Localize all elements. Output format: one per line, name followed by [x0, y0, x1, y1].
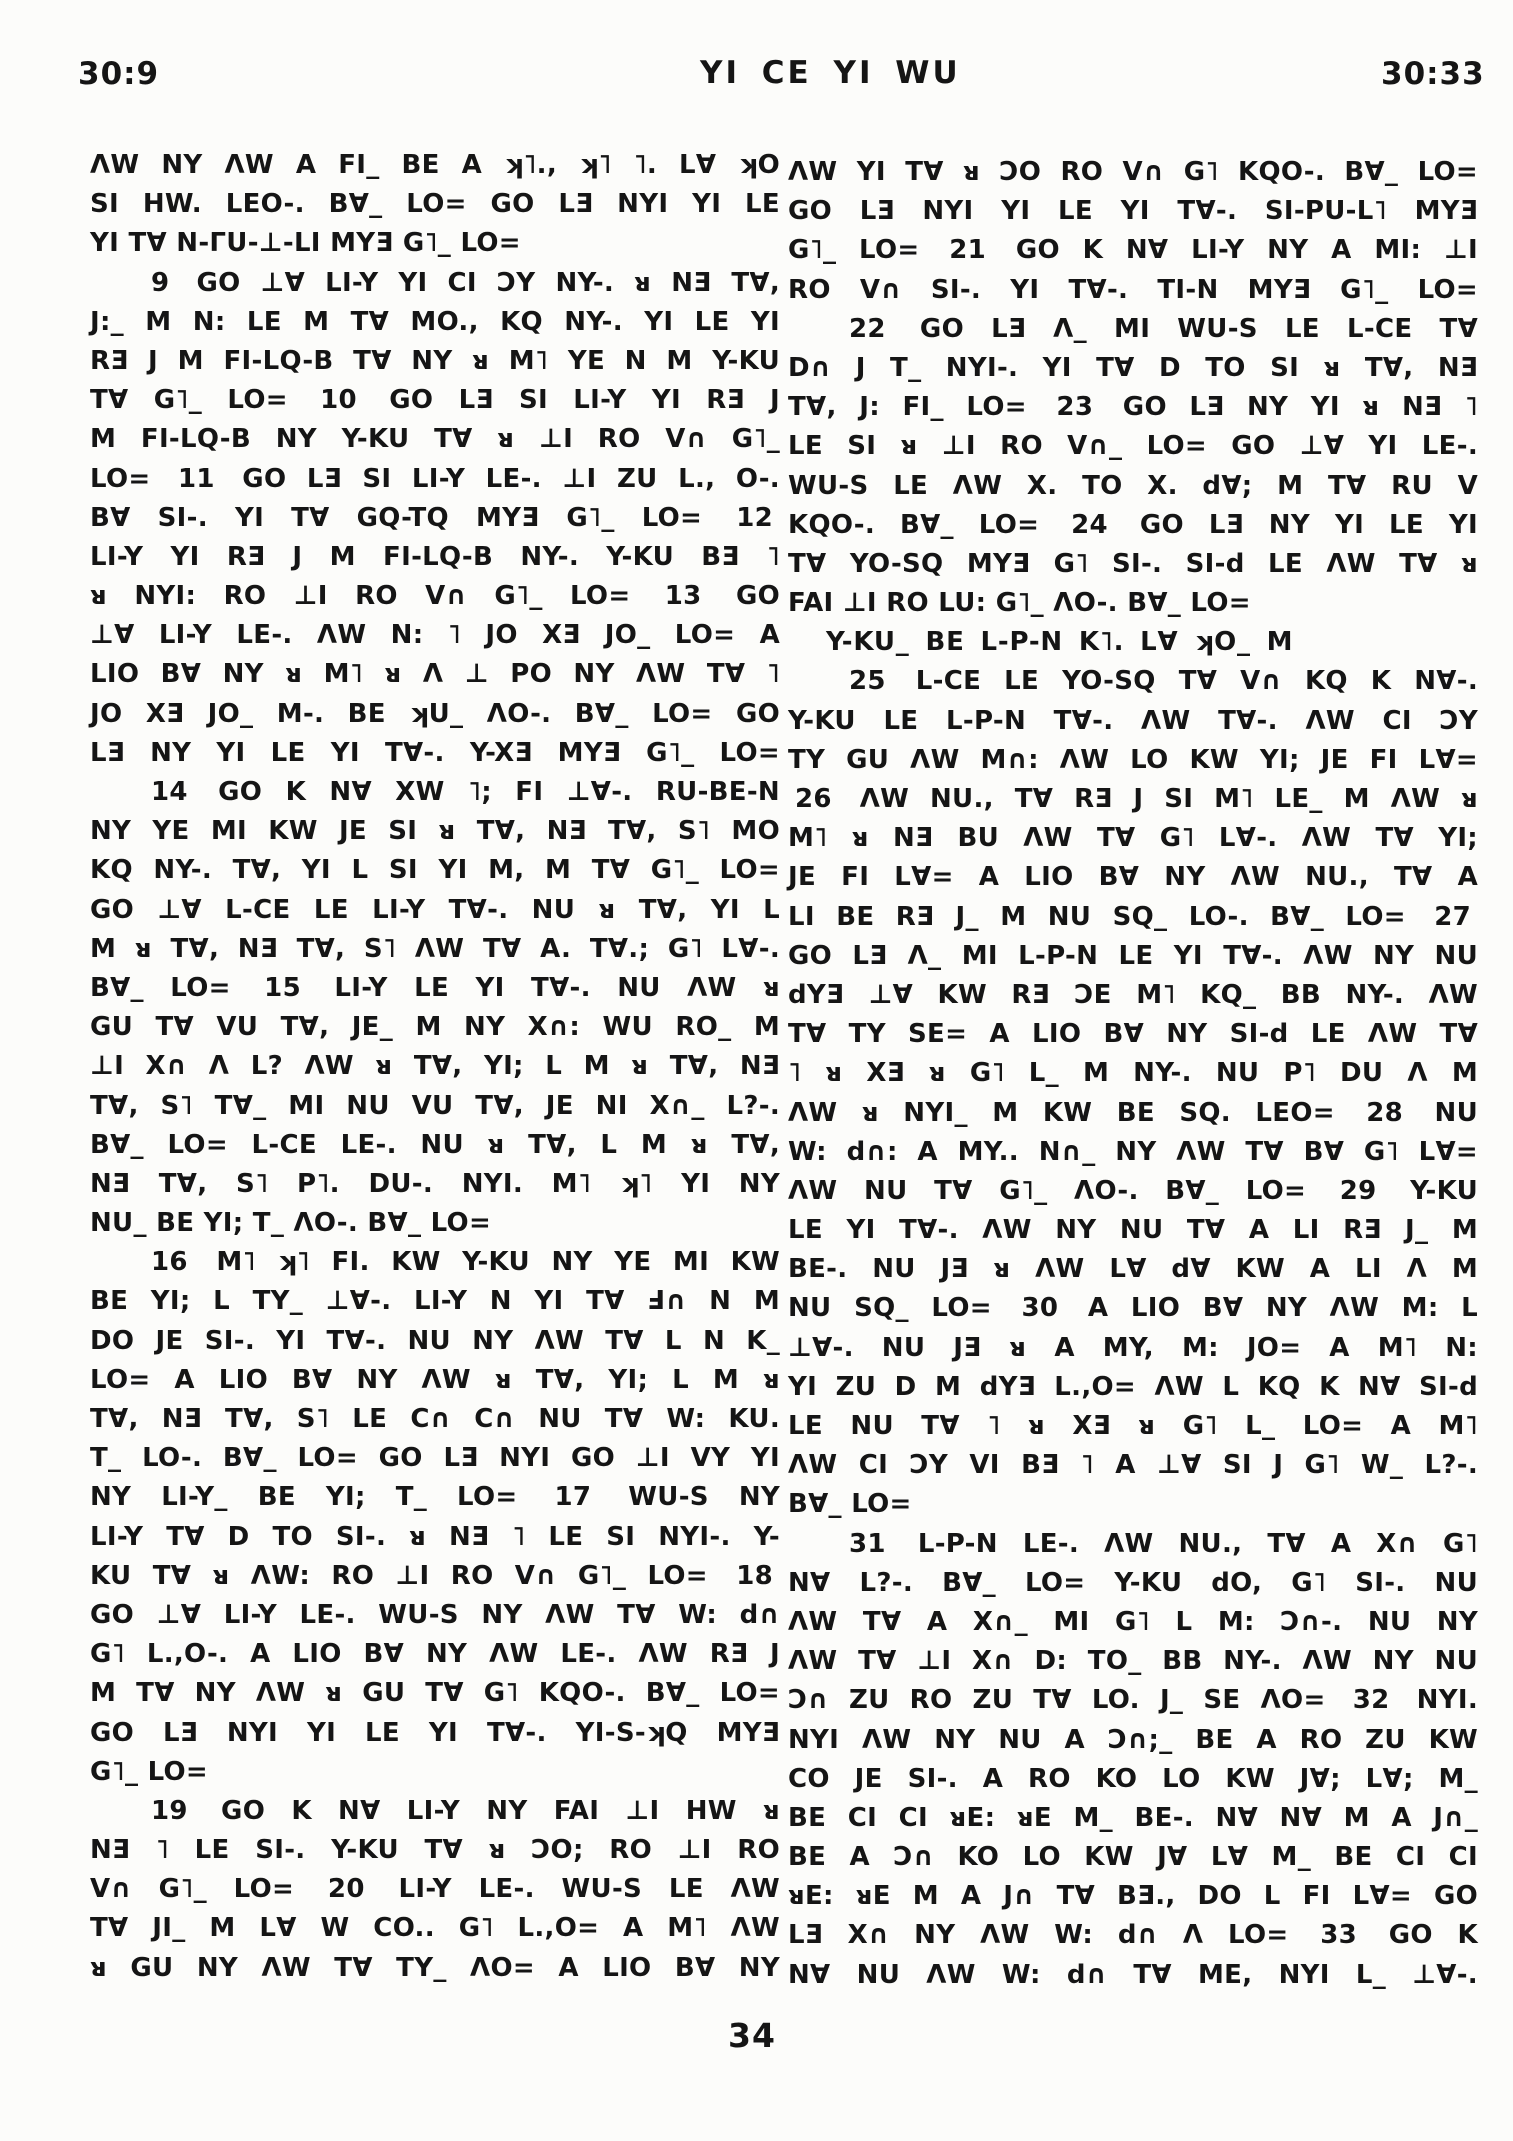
verse-number: 32 [1352, 1685, 1390, 1716]
verse-number: 18 [736, 1560, 773, 1591]
text-line: YI T∀ N-ΓU-⊥-LI MYƎ G˥_ LO= [90, 228, 521, 259]
text-line: JE FI L∀= A LIO B∀ NY ΛW NU., T∀ A [788, 862, 1478, 893]
text-line: GO LƎ Λ_ MI L-P-N LE YI T∀-. ΛW NY NU [788, 940, 1478, 971]
text-line: NƎ T∀, S˥ P˥. DU-. NYI. M˥ ʞ˥ YI NY [90, 1168, 780, 1199]
text-line: LE SI ᴚ ⊥I RO V∩_ LO= GO ⊥∀ YI LE-. [788, 431, 1478, 462]
text-line: 16 M˥ ʞ˥ FI. KW Y-KU NY YE MI KW [90, 1243, 780, 1282]
verse-number: 12 [736, 502, 773, 533]
text-line: ΛW NY ΛW A FI_ BE A ʞ˥., ʞ˥ ˥. L∀ ʞO [90, 150, 780, 180]
text-line: LE NU T∀ ˥ ᴚ XƎ ᴚ G˥ L_ LO= A M˥ [788, 1411, 1478, 1441]
text-line: ᴚE: ᴚE M A J∩ T∀ BƎ., DO L FI L∀= GO [788, 1881, 1478, 1912]
text-line: T_ LO-. B∀_ LO= GO LƎ NYI GO ⊥I VY YI [90, 1443, 780, 1474]
verse-number: 31 [849, 1528, 886, 1559]
text-line: W: d∩: A MY.. N∩_ NY ΛW T∀ B∀ G˥ L∀= [788, 1136, 1478, 1167]
text-line: ˥ ᴚ XƎ ᴚ G˥ L_ M NY-. NU P˥ DU Λ M [788, 1058, 1478, 1089]
text-line: dYƎ ⊥∀ KW RƎ ƆE M˥ KQ_ BB NY-. ΛW [788, 979, 1478, 1010]
text-line: LIO B∀ NY ᴚ M˥ ᴚ Λ ⊥ PO NY ΛW T∀ ˥ [90, 659, 780, 690]
header-verse-ref-left: 30:9 [78, 56, 160, 92]
text-line: ᴚ NYI: RO ⊥I RO V∩ G˥_ LO= 13 GO [90, 581, 780, 612]
verse-number: 15 [264, 972, 301, 1003]
text-line: T∀, NƎ T∀, S˥ LE C∩ C∩ NU T∀ W: KU. [90, 1404, 780, 1434]
verse-number: 21 [949, 235, 987, 266]
verse-number: 13 [664, 581, 702, 612]
text-line: LO= 11 GO LƎ SI LI-Y LE-. ⊥I ZU L., O-. [90, 463, 780, 494]
verse-number: 33 [1320, 1920, 1358, 1951]
text-line: GO LƎ NYI YI LE YI T∀-. SI-PU-L˥ MYƎ [788, 196, 1478, 227]
verse-number: 10 [320, 385, 357, 416]
text-line: ᴚ GU NY ΛW T∀ TY_ ΛO= A LIO B∀ NY [90, 1952, 780, 1983]
text-line: LI-Y T∀ D TO SI-. ᴚ NƎ ˥ LE SI NYI-. Y- [90, 1521, 780, 1552]
text-line: J:_ M N: LE M T∀ MO., KQ NY-. YI LE YI [90, 306, 780, 337]
text-line: LI-Y YI RƎ J M FI-LQ-B NY-. Y-KU BƎ ˥ [90, 541, 780, 572]
verse-number: 20 [327, 1874, 365, 1905]
text-line: T∀ JI_ M L∀ W CO.. G˥ L.,O= A M˥ ΛW [90, 1913, 780, 1944]
text-line: ΛW T∀ ⊥I X∩ D: TO_ BB NY-. ΛW NY NU [788, 1646, 1478, 1677]
text-line: NYI ΛW NY NU A Ɔ∩;_ BE A RO ZU KW [788, 1724, 1478, 1755]
text-line: LI BE RƎ J_ M NU SQ_ LO-. B∀_ LO= 27 [788, 898, 1478, 937]
text-line: ΛW YI T∀ ᴚ ƆO RO V∩ G˥ KQO-. B∀_ LO= [788, 157, 1478, 187]
text-line: 26 ΛW NU., T∀ RƎ J SI M˥ LE_ M ΛW ᴚ [788, 780, 1478, 819]
text-line: ΛW CI ƆY VI BƎ ˥ A ⊥∀ SI J G˥ W_ L?-. [788, 1450, 1478, 1481]
text-line: LO= A LIO B∀ NY ΛW ᴚ T∀, YI; L M ᴚ [90, 1364, 780, 1395]
verse-number: 24 [1071, 509, 1108, 540]
verse-number: 26 [795, 784, 832, 814]
text-line: T∀ TY SE= A LIO B∀ NY SI-d LE ΛW T∀ [788, 1019, 1478, 1050]
text-line: T∀, S˥ T∀_ MI NU VU T∀, JE NI X∩_ L?-. [90, 1090, 780, 1121]
text-line: G˥ L.,O-. A LIO B∀ NY ΛW LE-. ΛW RƎ J [90, 1639, 780, 1670]
verse-number: 16 [151, 1247, 188, 1278]
text-line: B∀_ LO= [788, 1489, 912, 1520]
text-line: D∩ J T_ NYI-. YI T∀ D TO SI ᴚ T∀, NƎ [788, 352, 1478, 383]
text-line: CO JE SI-. A RO KO LO KW J∀; L∀; M_ [788, 1763, 1478, 1794]
text-line: Ɔ∩ ZU RO ZU T∀ LO. J_ SE ΛO= 32 NYI. [788, 1685, 1478, 1716]
text-line: B∀ SI-. YI T∀ GQ-TQ MYƎ G˥_ LO= 12 [90, 499, 780, 538]
text-line: NU SQ_ LO= 30 A LIO B∀ NY ΛW M: L [788, 1293, 1479, 1324]
text-line: YI ZU D M dYƎ L.,O= ΛW L KQ K N∀ SI-d [788, 1371, 1478, 1402]
text-line: ΛW ᴚ NYI_ M KW BE SQ. LEO= 28 NU [788, 1097, 1479, 1128]
text-line: KQO-. B∀_ LO= 24 GO LƎ NY YI LE YI [788, 509, 1478, 540]
text-line: JO XƎ JO_ M-. BE ʞU_ ΛO-. B∀_ LO= GO [90, 698, 780, 729]
text-line: M T∀ NY ΛW ᴚ GU T∀ G˥ KQO-. B∀_ LO= [90, 1678, 780, 1709]
text-line: 14 GO K N∀ XW ˥; FI ⊥∀-. RU-BE-N [90, 773, 780, 812]
text-line: NY YE MI KW JE SI ᴚ T∀, NƎ T∀, S˥ MO [90, 816, 780, 847]
text-line: FAI ⊥I RO LU: G˥_ ΛO-. B∀_ LO= [788, 588, 1251, 619]
text-line: N∀ L?-. B∀_ LO= Y-KU dO, G˥ SI-. NU [788, 1567, 1478, 1598]
text-line: M FI-LQ-B NY Y-KU T∀ ᴚ ⊥I RO V∩ G˥_ [90, 424, 780, 455]
text-line: T∀ YO-SQ MYƎ G˥ SI-. SI-d LE ΛW T∀ ᴚ [788, 548, 1478, 579]
text-line: 31 L-P-N LE-. ΛW NU., T∀ A X∩ G˥ [788, 1525, 1478, 1564]
text-line: G˥_ LO= [90, 1756, 209, 1787]
verse-number: 14 [151, 777, 188, 807]
text-column-right [788, 153, 1478, 1995]
text-line: 19 GO K N∀ LI-Y NY FAI ⊥I HW ᴚ [90, 1792, 780, 1831]
verse-number: 27 [1434, 901, 1471, 932]
verse-number: 23 [1056, 392, 1094, 423]
text-line: BE CI CI ᴚE: ᴚE M_ BE-. N∀ N∀ M A J∩_ [788, 1802, 1478, 1833]
text-line: GO ⊥∀ L-CE LE LI-Y T∀-. NU ᴚ T∀, YI L [90, 894, 780, 925]
text-line: ⊥∀ LI-Y LE-. ΛW N: ˥ JO XƎ JO_ LO= A [90, 620, 780, 651]
text-line: M˥ ᴚ NƎ BU ΛW T∀ G˥ L∀-. ΛW T∀ YI; [788, 823, 1478, 854]
text-line: SI HW. LEO-. B∀_ LO= GO LƎ NYI YI LE [90, 189, 780, 220]
text-line: G˥_ LO= 21 GO K N∀ LI-Y NY A MI: ⊥I [788, 235, 1478, 266]
verse-number: 22 [849, 313, 886, 344]
text-line: GU T∀ VU T∀, JE_ M NY X∩: WU RO_ M [90, 1012, 780, 1043]
verse-number: 28 [1366, 1097, 1404, 1128]
text-line: ⊥I X∩ Λ L? ΛW ᴚ T∀, YI; L M ᴚ T∀, NƎ [90, 1051, 780, 1082]
text-line: BE-. NU JƎ ᴚ ΛW L∀ d∀ KW A LI Λ M [788, 1254, 1478, 1285]
text-line: ⊥∀-. NU JƎ ᴚ A MY, M: JO= A M˥ N: [788, 1332, 1478, 1363]
text-line: GO LƎ NYI YI LE YI T∀-. YI-S-ʞQ MYƎ [90, 1717, 780, 1748]
text-line: B∀_ LO= 15 LI-Y LE YI T∀-. NU ΛW ᴚ [90, 972, 780, 1003]
text-line: 22 GO LƎ Λ_ MI WU-S LE L-CE T∀ [788, 310, 1478, 349]
text-line: NU_ BE YI; T_ ΛO-. B∀_ LO= [90, 1208, 492, 1239]
text-line: KQ NY-. T∀, YI L SI YI M, M T∀ G˥_ LO= [90, 855, 780, 886]
verse-number: 30 [1021, 1293, 1059, 1324]
text-line: 9 GO ⊥∀ LI-Y YI CI ƆY NY-. ᴚ NƎ T∀, [90, 264, 780, 303]
text-line: GO ⊥∀ LI-Y LE-. WU-S NY ΛW T∀ W: d∩ [90, 1599, 780, 1630]
verse-number: 11 [177, 463, 215, 494]
text-line: KU T∀ ᴚ ΛW: RO ⊥I RO V∩ G˥_ LO= 18 [90, 1557, 780, 1596]
verse-number: 9 [151, 267, 170, 298]
text-line: BE YI; L TY_ ⊥∀-. LI-Y N YI T∀ Ⅎ∩ N M [90, 1286, 780, 1317]
text-line: N∀ NU ΛW W: d∩ T∀ ME, NYI L_ ⊥∀-. [788, 1959, 1478, 1990]
text-line: LƎ X∩ NY ΛW W: d∩ Λ LO= 33 GO K [788, 1920, 1478, 1951]
text-line: RO V∩ SI-. YI T∀-. TI-N MYƎ G˥_ LO= [788, 274, 1478, 305]
header-verse-ref-right: 30:33 [1381, 56, 1485, 92]
text-line: 25 L-CE LE YO-SQ T∀ V∩ KQ K N∀-. [788, 662, 1478, 701]
text-line: RƎ J M FI-LQ-B T∀ NY ᴚ M˥ YE N M Y-KU [90, 345, 780, 376]
text-line: TY GU ΛW M∩: ΛW LO KW YI; JE FI L∀= [788, 744, 1478, 775]
text-line: B∀_ LO= L-CE LE-. NU ᴚ T∀, L M ᴚ T∀, [90, 1129, 780, 1160]
text-line: LE YI T∀-. ΛW NY NU T∀ A LI RƎ J_ M [788, 1215, 1478, 1246]
page-number: 34 [728, 2016, 776, 2055]
verse-number: 19 [151, 1795, 188, 1826]
text-line: Y-KU LE L-P-N T∀-. ΛW T∀-. ΛW CI ƆY [788, 705, 1478, 736]
text-line: DO JE SI-. YI T∀-. NU NY ΛW T∀ L N K_ [90, 1325, 780, 1356]
text-line: WU-S LE ΛW X. TO X. d∀; M T∀ RU V [788, 470, 1478, 501]
text-line: T∀ G˥_ LO= 10 GO LƎ SI LI-Y YI RƎ J [90, 385, 780, 416]
text-line: T∀, J: FI_ LO= 23 GO LƎ NY YI ᴚ NƎ ˥ [788, 392, 1478, 423]
text-column-left [90, 146, 780, 1988]
verse-number: 29 [1339, 1175, 1377, 1206]
page-title: YI CE YI WU [700, 55, 961, 91]
text-line: LƎ NY YI LE YI T∀-. Y-XƎ MYƎ G˥_ LO= [90, 737, 780, 768]
text-line: NƎ ˥ LE SI-. Y-KU T∀ ᴚ ƆO; RO ⊥I RO [90, 1835, 780, 1866]
section-heading: Y-KU_ BE L-P-N K˥. L∀ ʞO_ M [826, 627, 1294, 658]
text-line: ΛW T∀ A X∩_ MI G˥ L M: Ɔ∩-. NU NY [788, 1606, 1478, 1637]
text-line: ΛW NU T∀ G˥_ ΛO-. B∀_ LO= 29 Y-KU [788, 1175, 1478, 1206]
text-line: V∩ G˥_ LO= 20 LI-Y LE-. WU-S LE ΛW [90, 1874, 781, 1905]
verse-number: 25 [849, 666, 886, 697]
verse-number: 17 [554, 1482, 592, 1513]
text-line: BE A Ɔ∩ KO LO KW J∀ L∀ M_ BE CI CI [788, 1842, 1478, 1873]
text-line: M ᴚ T∀, NƎ T∀, S˥ ΛW T∀ A. T∀.; G˥ L∀-. [90, 933, 780, 964]
text-line: NY LI-Y_ BE YI; T_ LO= 17 WU-S NY [90, 1482, 780, 1513]
